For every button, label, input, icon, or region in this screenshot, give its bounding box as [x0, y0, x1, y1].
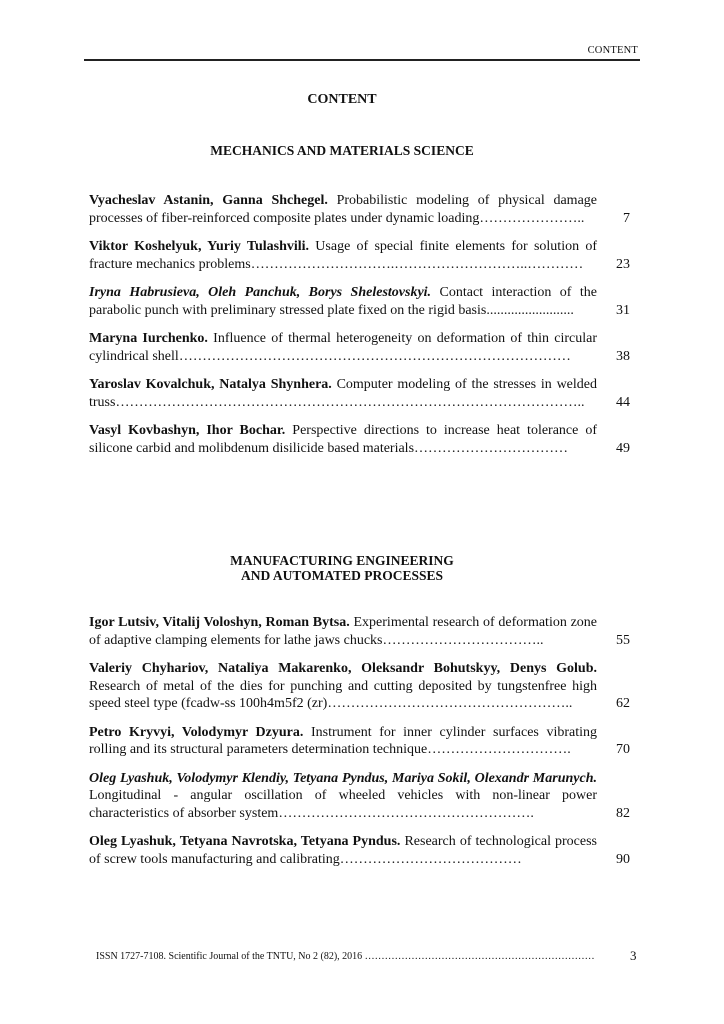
toc-entry-title: Contact interaction of the parabolic punch with preliminary stressed plate fixed on the rigid basis	[89, 285, 598, 318]
toc-entry[interactable]	[89, 724, 634, 759]
toc-entry-text	[89, 422, 597, 457]
toc-entry-text	[89, 724, 597, 759]
toc-entry-page-number: 38	[616, 348, 630, 364]
toc-entry-leader-dots: ……………………………………………..	[327, 696, 573, 711]
toc-entry-leader-dots: ………………………….………………………..…………	[250, 256, 584, 272]
toc-entry-text	[89, 284, 597, 319]
toc-entry-title: Probabilistic modeling of physical damage processes of fiber-reinforced composite plates under dynamic loading	[89, 193, 598, 226]
toc-entry-page-number: 55	[616, 632, 630, 648]
toc-entry-title: Influence of thermal heterogeneity on deformation of thin circular cylindrical shell	[89, 331, 598, 364]
toc-entry-title: Experimental research of deformation zone of adaptive clamping elements for lathe jaws chucks	[89, 615, 597, 648]
toc-entry-authors: Oleg Lyashuk, Volodymyr Klendiy, Tetyana Pyndus, Mariya Sokil, Olexandr Marunych.	[89, 770, 597, 786]
toc-entry[interactable]	[89, 192, 634, 227]
toc-entry-authors: Yaroslav Kovalchuk, Natalya Shynhera.	[89, 377, 332, 392]
toc-section-manufacturing	[89, 614, 634, 868]
toc-entry-text	[89, 660, 597, 713]
toc-entry-page-number: 62	[616, 696, 630, 711]
toc-entry-authors: Vasyl Kovbashyn, Ihor Bochar.	[89, 423, 286, 438]
toc-entry[interactable]	[89, 770, 634, 823]
toc-entry-title: Perspective directions to increase heat tolerance of silicone carbid and molibdenum disilicide based materials	[89, 423, 598, 456]
toc-entry[interactable]	[89, 284, 634, 319]
toc-entry-page-number: 44	[616, 394, 630, 410]
footer-journal-line	[96, 951, 640, 962]
toc-entry-page-number: 49	[616, 440, 630, 456]
toc-entry-title: Instrument for inner cylinder surfaces vibrating rolling and its structural parameters determination technique	[89, 724, 598, 757]
toc-entry-leader-dots: …………………..	[479, 210, 585, 226]
section-title-manufacturing	[0, 553, 684, 583]
toc-entry[interactable]	[89, 238, 634, 273]
toc-entry-text	[89, 614, 597, 649]
page-number: 3	[630, 948, 637, 963]
toc-entry-authors: Oleg Lyashuk, Tetyana Navrotska, Tetyana Pyndus.	[89, 834, 401, 849]
toc-entry[interactable]	[89, 833, 634, 868]
toc-entry-leader-dots: ………………………….	[427, 742, 571, 757]
toc-entry-text	[89, 833, 597, 868]
toc-entry-page-number: 23	[616, 256, 630, 272]
section-title-line: MANUFACTURING ENGINEERING	[230, 553, 454, 568]
toc-entry-page-number: 7	[623, 210, 630, 226]
toc-entry[interactable]	[89, 330, 634, 365]
toc-entry-authors: Vyacheslav Astanin, Ganna Shchegel.	[89, 193, 328, 208]
section-title-line: AND AUTOMATED PROCESSES	[240, 568, 444, 583]
toc-entry[interactable]	[89, 660, 634, 713]
toc-entry-authors: Valeriy Chyhariov, Nataliya Makarenko, Oleksandr Bohutskyy, Denys Golub.	[89, 661, 597, 676]
toc-section-mechanics	[89, 192, 634, 457]
toc-entry[interactable]	[89, 614, 634, 649]
toc-entry-leader-dots: ……………………………..	[382, 632, 544, 648]
toc-entry-page-number: 90	[616, 851, 630, 867]
toc-entry-leader-dots: …………………………………………………………………………	[178, 348, 571, 364]
section-title-line: MECHANICS AND MATERIALS SCIENCE	[210, 143, 474, 158]
page-title: CONTENT	[307, 92, 377, 107]
toc-entry-leader-dots: .........................	[486, 302, 574, 318]
toc-entry-page-number: 70	[616, 742, 630, 757]
toc-entry-leader-dots: …………………………………	[339, 851, 522, 867]
toc-entry-leader-dots: ………………………………………………………………………………………..	[115, 394, 585, 410]
toc-entry-text	[89, 238, 597, 273]
section-title-mechanics	[0, 143, 684, 158]
toc-entry-authors: Iryna Habrusieva, Oleh Panchuk, Borys Shelestovskyi.	[89, 285, 432, 300]
toc-entry-title: Research of technological process of screw tools manufacturing and calibrating	[89, 834, 598, 867]
toc-entry-authors: Viktor Koshelyuk, Yuriy Tulashvili.	[89, 239, 310, 254]
toc-entry-title: Longitudinal - angular oscillation of wheeled vehicles with non-linear power characteristics of absorber system	[89, 788, 597, 821]
toc-entry-authors: Maryna Iurchenko.	[89, 331, 208, 346]
toc-entry-title: Usage of special finite elements for solution of fracture mechanics problems	[89, 239, 598, 272]
toc-entry-authors: Petro Kryvyi, Volodymyr Dzyura.	[89, 724, 304, 740]
header-rule	[84, 59, 640, 61]
toc-entry[interactable]	[89, 422, 634, 457]
running-head: CONTENT	[587, 45, 638, 56]
toc-entry-text	[89, 376, 597, 411]
toc-entry-page-number: 31	[616, 302, 630, 318]
toc-entry-text	[89, 330, 597, 365]
toc-entry-leader-dots: ……………………………	[414, 440, 569, 456]
toc-entry[interactable]	[89, 376, 634, 411]
toc-entry-text	[89, 770, 597, 823]
toc-entry-title: Research of metal of the dies for punching and cutting deposited by tungstenfree high speed steel type (fcadw-ss 100h4m5f2 (zr)	[89, 678, 597, 711]
toc-entry-page-number: 82	[616, 805, 630, 821]
toc-entry-leader-dots: ……………………………………………….	[278, 805, 534, 821]
footer-dots: ……………………………………………………………	[364, 951, 595, 962]
toc-entry-authors: Igor Lutsiv, Vitalij Voloshyn, Roman Bytsa.	[89, 615, 350, 630]
toc-entry-text	[89, 192, 597, 227]
toc-entry-title: Computer modeling of the stresses in welded truss	[89, 377, 597, 410]
footer-journal: ISSN 1727-7108. Scientific Journal of the TNTU, No 2 (82), 2016	[96, 951, 363, 962]
